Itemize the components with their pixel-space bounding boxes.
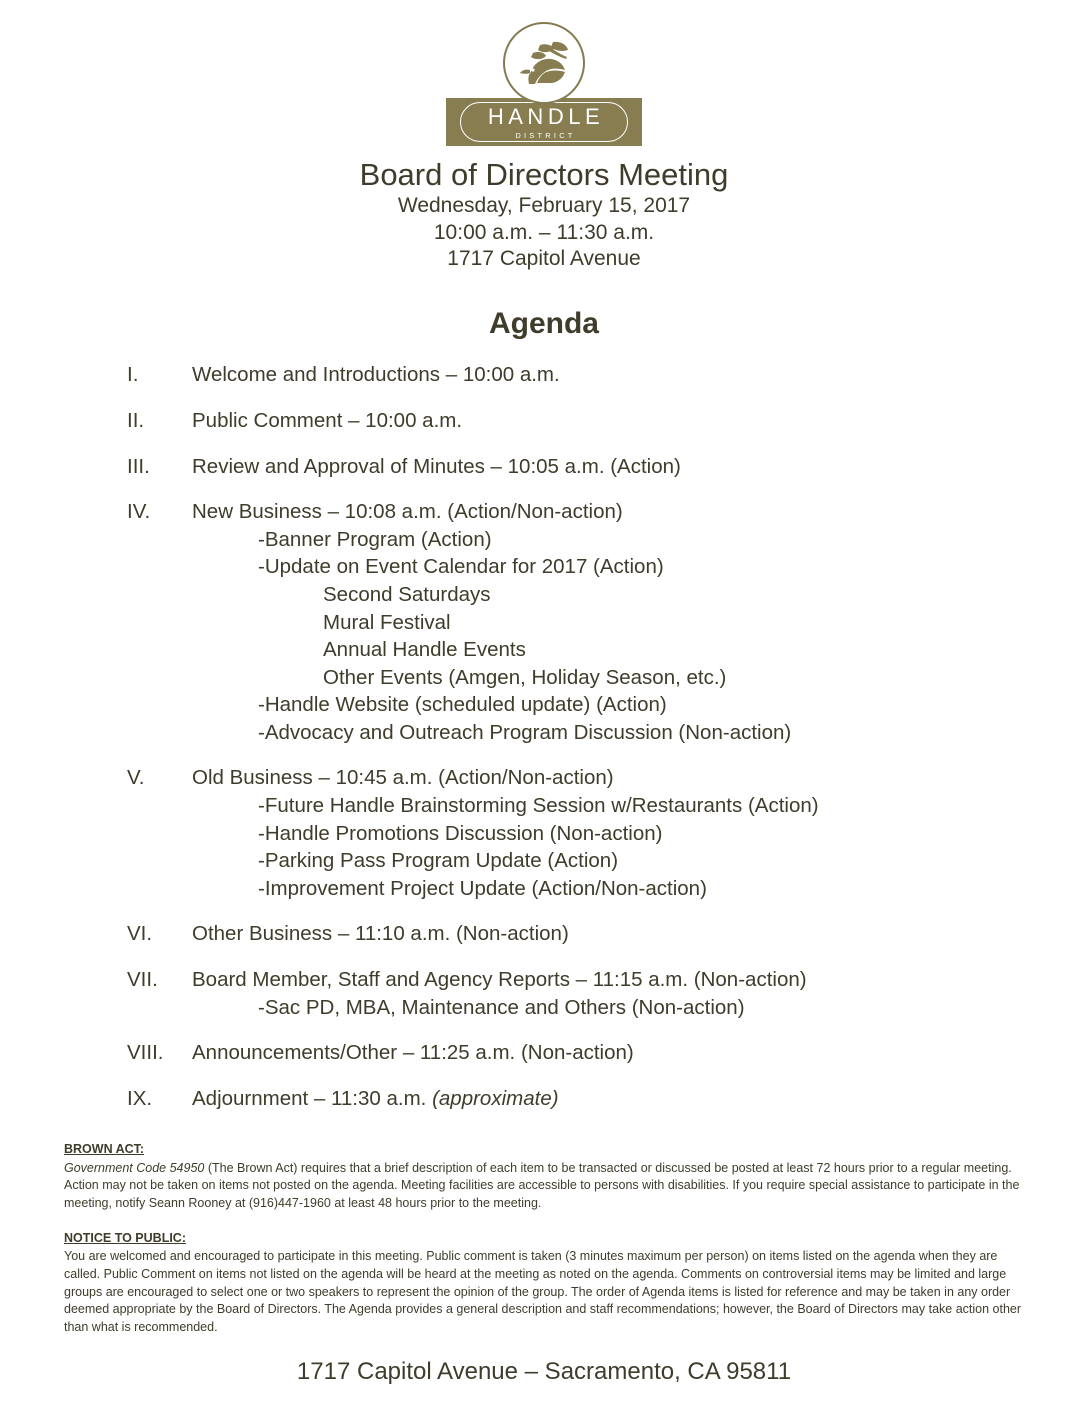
agenda-item-head xyxy=(127,1041,1024,1066)
logo-wordmark-text: HANDLE xyxy=(487,104,605,130)
agenda-item xyxy=(127,766,1024,901)
page-title: Board of Directors Meeting xyxy=(359,157,729,192)
agenda-subitem: -Update on Event Calendar for 2017 (Action) xyxy=(258,555,664,579)
agenda-item-title: Other Business – 11:10 a.m. (Non-action) xyxy=(192,922,569,946)
agenda-item-numeral: VI. xyxy=(127,922,153,946)
agenda-item-head xyxy=(127,500,1024,525)
agenda-item-numeral: VII. xyxy=(127,968,158,992)
agenda-item-title: New Business – 10:08 a.m. (Action/Non-action) xyxy=(192,500,623,524)
notice-to-public-body: You are welcomed and encouraged to participate in this meeting. Public comment is taken (3 minutes maximum per person) on items listed on the agenda when they are called. Public Comment on items not listed on the agenda will be heard at the meeting as noted on the agenda. Comments on controversial items may be limited and large groups are encouraged to select one or two speakers to represent the opinion of the group. The order of Agenda items is listed for reference and may be taken in any order deemed appropriate by the Board of Directors. The Agenda provides a general description and staff recommendations; however, the Board of Directors may take action other than what is recommended. xyxy=(64,1249,1022,1335)
agenda-list xyxy=(64,363,1024,1111)
agenda-item-title: Review and Approval of Minutes – 10:05 a.m. (Action) xyxy=(192,454,681,478)
handle-district-logo xyxy=(64,0,1024,146)
agenda-item xyxy=(127,409,1024,434)
agenda-item-title-qualifier: (approximate) xyxy=(432,1086,559,1110)
agenda-item-head xyxy=(127,968,1024,993)
agenda-item-head xyxy=(127,455,1024,480)
notice-to-public-block xyxy=(64,1230,1024,1337)
brown-act-heading: BROWN ACT: xyxy=(64,1142,145,1157)
agenda-subitem: -Handle Promotions Discussion (Non-action) xyxy=(258,821,663,845)
agenda-item xyxy=(127,922,1024,947)
agenda-item-title: Welcome and Introductions – 10:00 a.m. xyxy=(192,363,560,387)
agenda-item-numeral: II. xyxy=(127,408,145,432)
agenda-subitem: -Parking Pass Program Update (Action) xyxy=(258,849,619,873)
agenda-item-title: Old Business – 10:45 a.m. (Action/Non-action) xyxy=(192,766,614,790)
agenda-item-head xyxy=(127,766,1024,791)
agenda-item xyxy=(127,1041,1024,1066)
agenda-item-numeral: V. xyxy=(127,766,145,790)
agenda-heading: Agenda xyxy=(488,307,599,341)
agenda-item-head xyxy=(127,363,1024,388)
agenda-item-numeral: IV. xyxy=(127,500,151,524)
brown-act-body-text: (The Brown Act) requires that a brief description of each item to be transacted or discussed be posted at least 72 hours prior to a regular meeting. Action may not be taken on items not posted on the agenda. Meeting facilities are accessible to persons with disabilities. If you require special assistance to participate in the meeting, notify Seann Rooney at (916)447-1960 at least 48 hours prior to the meeting. xyxy=(64,1160,1020,1211)
logo-submark-text: DISTRICT xyxy=(515,131,576,141)
agenda-subitem: -Advocacy and Outreach Program Discussion (Non-action) xyxy=(258,720,792,744)
meeting-location: 1717 Capitol Avenue xyxy=(447,247,641,271)
agenda-item-head xyxy=(127,1087,1024,1112)
bird-leaf-emblem-icon xyxy=(503,22,585,104)
meeting-time: 10:00 a.m. – 11:30 a.m. xyxy=(433,220,655,244)
footer-address: 1717 Capitol Avenue – Sacramento, CA 95811 xyxy=(296,1358,792,1385)
agenda-item-numeral: IX. xyxy=(127,1086,153,1110)
agenda-item-head xyxy=(127,409,1024,434)
agenda-subitem: Annual Handle Events xyxy=(323,638,526,662)
agenda-item-numeral: VIII. xyxy=(127,1041,164,1065)
agenda-item-title: Announcements/Other – 11:25 a.m. (Non-action) xyxy=(192,1041,634,1065)
agenda-item-numeral: III. xyxy=(127,454,150,478)
agenda-item xyxy=(127,455,1024,480)
logo-wordmark-banner xyxy=(446,98,642,146)
agenda-item-head xyxy=(127,922,1024,947)
brown-act-body xyxy=(64,1160,1024,1213)
notice-to-public-heading: NOTICE TO PUBLIC: xyxy=(64,1230,186,1245)
legal-notes xyxy=(64,1141,1024,1337)
agenda-item-title-text: Adjournment – 11:30 a.m. xyxy=(192,1086,433,1110)
agenda-subitem: Second Saturdays xyxy=(323,582,491,606)
agenda-item xyxy=(127,500,1024,745)
agenda-subitem: -Improvement Project Update (Action/Non-action) xyxy=(258,876,707,900)
agenda-subitem: -Banner Program (Action) xyxy=(258,527,492,551)
agenda-item xyxy=(127,363,1024,388)
agenda-item-title xyxy=(192,1087,559,1112)
agenda-item-title: Public Comment – 10:00 a.m. xyxy=(192,408,463,432)
agenda-item xyxy=(127,968,1024,1020)
meeting-date: Wednesday, February 15, 2017 xyxy=(397,193,691,217)
agenda-subitem: Other Events (Amgen, Holiday Season, etc.) xyxy=(323,665,727,689)
agenda-item-title: Board Member, Staff and Agency Reports – 11:15 a.m. (Non-action) xyxy=(192,968,807,992)
brown-act-block xyxy=(64,1141,1024,1213)
agenda-item xyxy=(127,1087,1024,1112)
brown-act-code-citation: Government Code 54950 xyxy=(64,1160,205,1175)
agenda-subitem: Mural Festival xyxy=(323,610,451,634)
agenda-subitem: -Sac PD, MBA, Maintenance and Others (Non-action) xyxy=(258,995,745,1019)
agenda-subitem: -Handle Website (scheduled update) (Action) xyxy=(258,693,667,717)
agenda-item-numeral: I. xyxy=(127,363,139,387)
agenda-subitem: -Future Handle Brainstorming Session w/Restaurants (Action) xyxy=(258,794,819,818)
